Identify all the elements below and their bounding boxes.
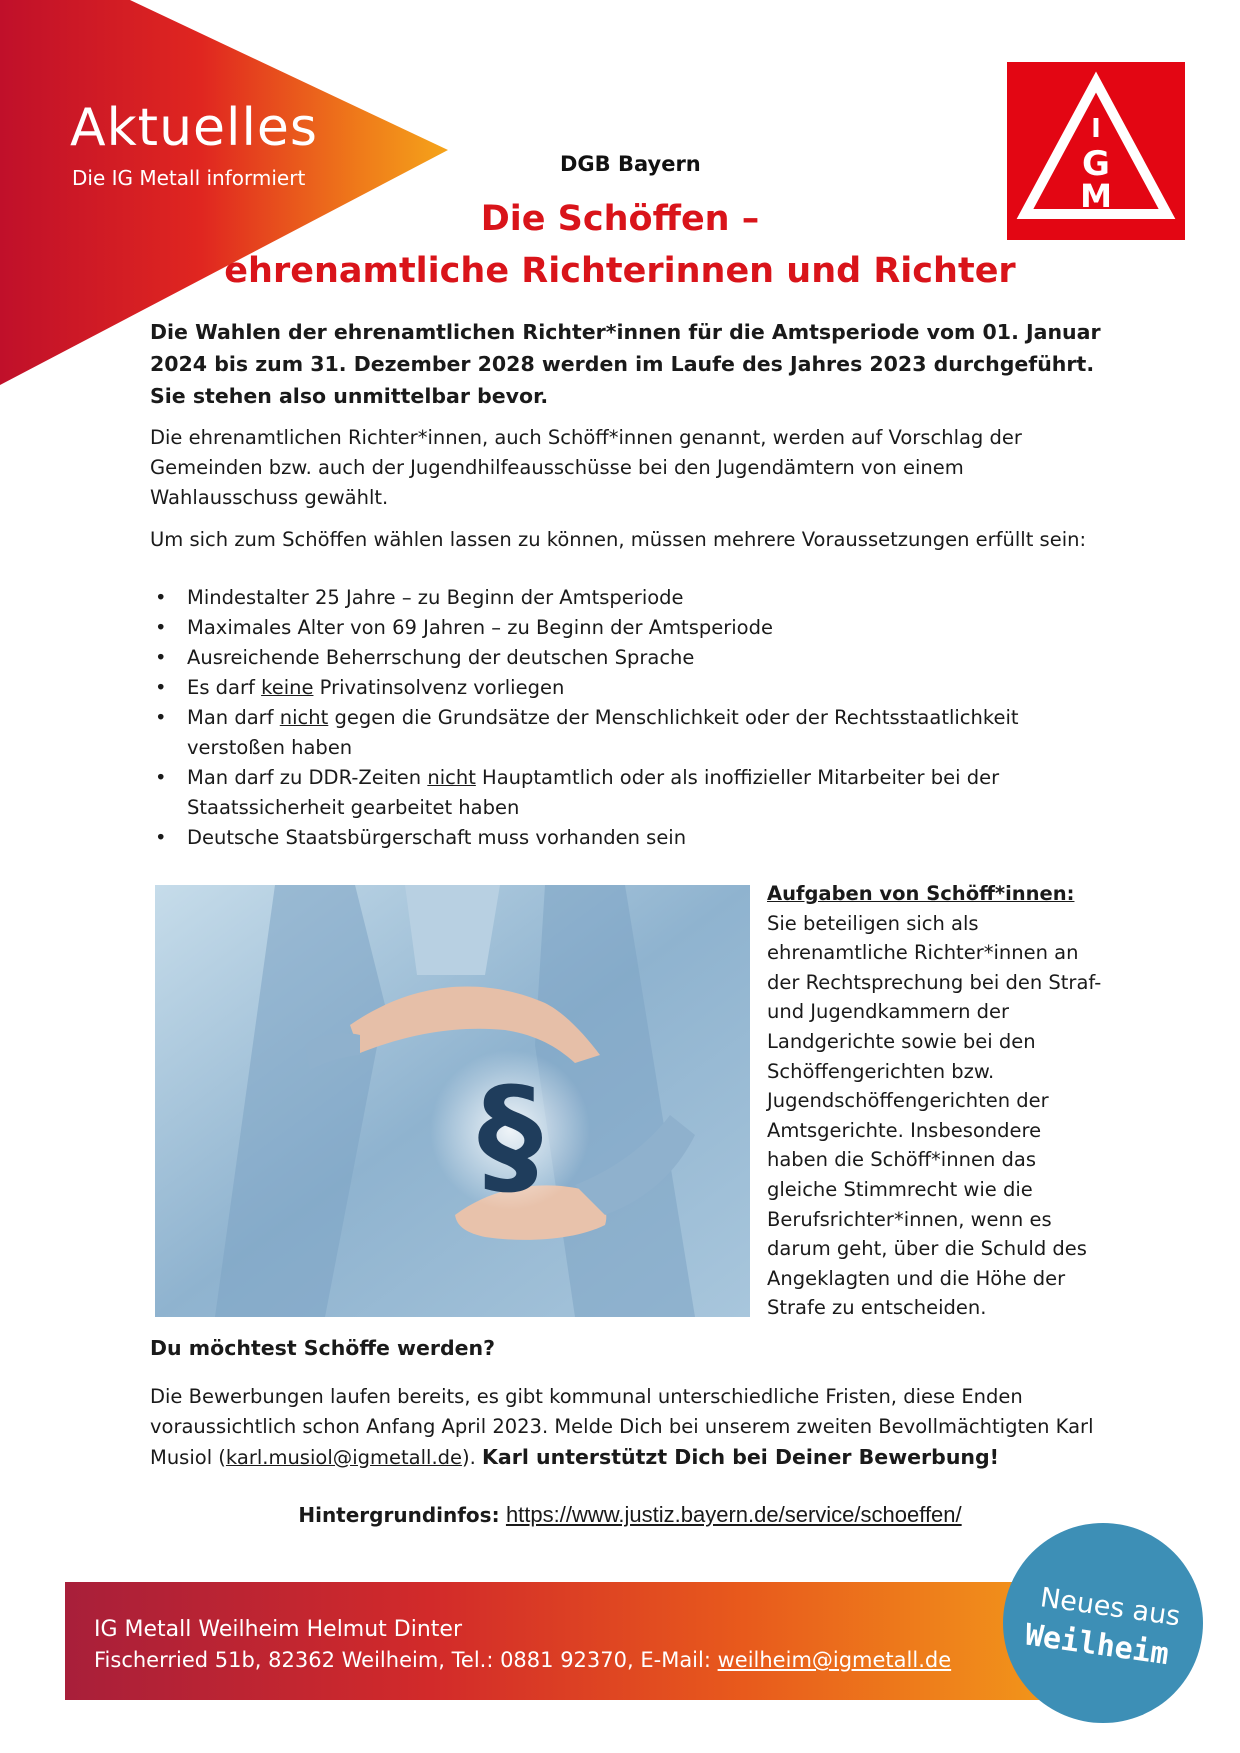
list-item: [150, 583, 1110, 613]
requirement-text: Man darf: [187, 706, 280, 729]
emphasis-underline: nicht: [279, 706, 329, 729]
apply-callout: Karl unterstützt Dich bei Deiner Bewerbung!: [482, 1445, 1000, 1469]
badge-line-1: Neues aus: [1038, 1582, 1183, 1633]
emphasis-underline: keine: [261, 676, 314, 699]
svg-text:I: I: [1091, 114, 1101, 144]
requirement-text: Es darf: [187, 676, 262, 699]
requirement-text: Man darf zu DDR-Zeiten: [187, 766, 428, 789]
background-info-link[interactable]: https://www.justiz.bayern.de/service/schoeffen/: [505, 1502, 962, 1527]
apply-text: Die Bewerbungen laufen bereits, es gibt kommunal unterschiedliche Fristen, diese Enden voraussichtlich schon Anfang April 2023. Melde Dich bei unserem zweiten Bevollmächtigten Karl Musiol (: [150, 1385, 1094, 1469]
header-subtitle: Die IG Metall informiert: [72, 166, 306, 190]
background-info-label: Hintergrundinfos:: [298, 1503, 500, 1527]
list-item: [150, 613, 1110, 643]
requirement-text: Mindestalter 25 Jahre – zu Beginn der Amtsperiode: [187, 586, 684, 609]
paragraph-symbol-icon: §: [477, 1059, 543, 1211]
requirements-list: [150, 583, 1110, 853]
requirement-text: Maximales Alter von 69 Jahren – zu Beginn der Amtsperiode: [187, 616, 773, 639]
contact-email-link[interactable]: karl.musiol@igmetall.de: [225, 1446, 463, 1469]
weilheim-badge: [1000, 1520, 1206, 1726]
footer-email-link[interactable]: weilheim@igmetall.de: [717, 1648, 952, 1672]
paragraph-hands-photo: [155, 885, 750, 1317]
headline-line-2: ehrenamtliche Richterinnen und Richter: [224, 251, 1016, 291]
tasks-heading: Aufgaben von Schöff*innen:: [767, 882, 1075, 905]
requirement-text: Privatinsolvenz vorliegen: [313, 676, 565, 699]
requirement-text: Ausreichende Beherrschung der deutschen Sprache: [187, 646, 695, 669]
svg-text:M: M: [1080, 177, 1112, 215]
list-item: [150, 673, 1110, 703]
apply-paragraph: [150, 1382, 1110, 1473]
requirement-text: gegen die Grundsätze der Menschlichkeit oder der Rechtsstaatlichkeit verstoßen haben: [187, 706, 1019, 759]
apply-text: ).: [462, 1446, 483, 1469]
list-item: [150, 703, 1110, 763]
tasks-section: [767, 879, 1107, 1323]
footer-name: IG Metall Weilheim Helmut Dinter: [94, 1617, 462, 1642]
paragraph-requirements-intro: Um sich zum Schöffen wählen lassen zu können, müssen mehrere Voraussetzungen erfüllt sein:: [150, 528, 1087, 551]
requirement-text: Hauptamtlich oder als inoffizieller Mitarbeiter bei der Staatssicherheit gearbeitet haben: [187, 766, 1000, 819]
footer-address-text: Fischerried 51b, 82362 Weilheim, Tel.: 0881 92370, E-Mail:: [94, 1648, 718, 1672]
requirement-text: Deutsche Staatsbürgerschaft muss vorhanden sein: [187, 826, 687, 849]
list-item: [150, 763, 1110, 823]
svg-text:G: G: [1082, 144, 1110, 184]
list-item: [150, 643, 1110, 673]
footer-address: [94, 1648, 951, 1672]
intro-paragraph: Die Wahlen der ehrenamtlichen Richter*innen für die Amtsperiode vom 01. Januar 2024 bis zum 31. Dezember 2028 werden im Laufe des Jahres 2023 durchgeführt. Sie stehen also unmittelbar bevor.: [150, 320, 1101, 408]
badge-line-2: Weilheim: [1022, 1617, 1171, 1673]
header-title: Aktuelles: [70, 98, 319, 158]
emphasis-underline: nicht: [427, 766, 476, 789]
background-info: [150, 1502, 1110, 1528]
headline-line-1: Die Schöffen –: [480, 199, 760, 239]
paragraph-election: Die ehrenamtlichen Richter*innen, auch Schöff*innen genannt, werden auf Vorschlag der Gemeinden bzw. auch der Jugendhilfeausschüsse bei den Jugendämtern von einem Wahlausschuss gewählt.: [150, 426, 1022, 509]
organization-label: DGB Bayern: [560, 152, 701, 176]
tasks-text: Sie beteiligen sich als ehrenamtliche Richter*innen an der Rechtsprechung bei den Straf- und Jugendkammern der Landgerichte sowie bei den Schöffengerichten bzw. Jugendschöffengerichten der Amtsgerichte. Insbesondere haben die Schöff*innen das gleiche Stimmrecht wie die Berufsrichter*innen, wenn es darum geht, über die Schuld des Angeklagten und die Höhe der Strafe zu entscheiden.: [767, 911, 1102, 1320]
list-item: [150, 823, 1110, 853]
apply-heading: Du möchtest Schöffe werden?: [150, 1336, 496, 1360]
